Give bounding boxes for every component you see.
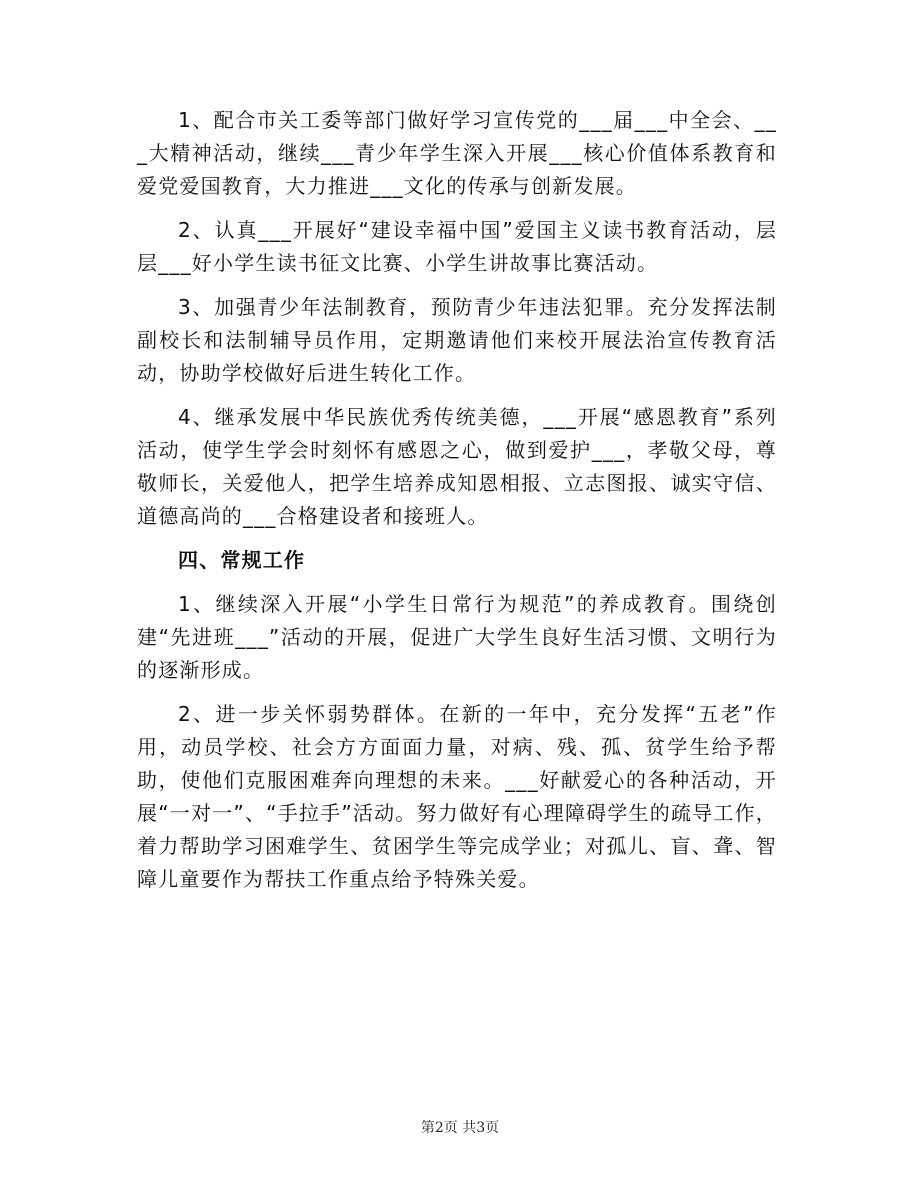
paragraph-item-4: 4、继承发展中华民族优秀传统美德，___开展“感恩教育”系列活动，使学生学会时刻怀有感恩之心，做到爱护___，孝敬父母，尊敬师长，关爱他人，把学生培养成知恩相报、立志图报、诚实守信、道德高尚的___合格建设者和接班人。: [137, 405, 777, 528]
paragraph-routine-2: 2、进一步关怀弱势群体。在新的一年中，充分发挥“五老”作用，动员学校、社会方方面面力量，对病、残、孤、贫学生给予帮助，使他们克服困难奔向理想的未来。___好献爱心的各种活动，开展“一对一”、“手拉手”活动。努力做好有心理障碍学生的疏导工作，着力帮助学习困难学生、贫困学生等完成学业；对孤儿、盲、聋、智障儿童要作为帮扶工作重点给予特殊关爱。: [137, 702, 777, 891]
paragraph-item-2: 2、认真___开展好“建设幸福中国”爱国主义读书教育活动，层层___好小学生读书征文比赛、小学生讲故事比赛活动。: [137, 218, 777, 275]
paragraph-item-1: 1、配合市关工委等部门做好学习宣传党的___届___中全会、___大精神活动，继续___青少年学生深入开展___核心价值体系教育和爱党爱国教育，大力推进___文化的传承与创新发展。: [137, 108, 777, 198]
paragraph-routine-1: 1、继续深入开展“小学生日常行为规范”的养成教育。围绕创建“先进班___”活动的开展，促进广大学生良好生活习惯、文明行为的逐渐形成。: [137, 592, 777, 682]
document-body: [137, 104, 777, 907]
section-heading: 四、常规工作: [178, 548, 306, 572]
paragraph-item-3: 3、加强青少年法制教育，预防青少年违法犯罪。充分发挥法制副校长和法制辅导员作用，定期邀请他们来校开展法治宣传教育活动，协助学校做好后进生转化工作。: [137, 295, 777, 385]
page-indicator: 第2页 共3页: [420, 1120, 500, 1136]
